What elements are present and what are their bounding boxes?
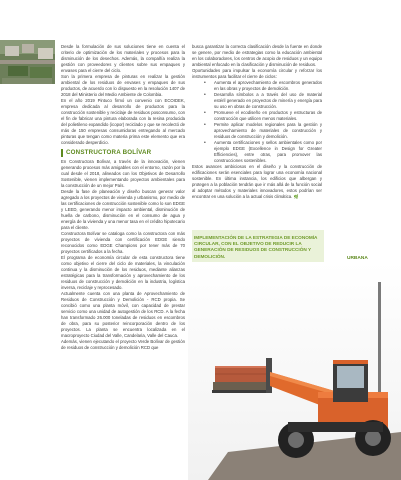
list-item: • Aumenta el aprovechamiento de escombros generados en las obras y proyectos de demolición. xyxy=(204,80,322,91)
list-item: • Promueve el ecodiseño en productos y estructuras de construcción que utilicen menos materiales. xyxy=(204,110,322,121)
body-paragraph: El programa de economía circular de esta constructora tiene como objetivo el cierre del ciclo de materiales, la vinculación continua y la disminución de los residuos, mediante alianzas estratégicas para la transformación y aprovechamiento de los residuos de construcción y demolición en la industria, logística inversa, reciclaje y reprocesado. xyxy=(61,255,185,290)
body-paragraph: Desde la formulación de sus soluciones tiene en cuenta el criterio de optimización de los materiales y procesos para la disminución de los desechos. Además, la compañía realiza la gestión con proveedores y clientes sobre sus empaques y envases para el cierre del ciclo. xyxy=(61,44,185,73)
body-paragraph: busca garantizar la correcta clasificación desde la fuente en donde se genere, por medio de estrategias como la educación ambiental en los colaboradores, los centros de acopio de residuos y un equipo ambiental enfocado en la clasificación y disminución de residuos. xyxy=(192,44,322,67)
body-paragraph: Oportunidades para impulsar la economía circular y reforzar los instrumentos para facilitar el cierre de ciclos: xyxy=(192,68,322,79)
body-paragraph: Son la primera empresa de pinturas en realizar la gestión ambiental de los residuos de envases y empaques de sus productos, de acuerdo con lo dispuesto en la resolución 1407 de 2018 del Ministerio del Medio Ambiente de Colombia. xyxy=(61,74,185,97)
callout-text: IMPLEMENTACIÓN DE LA ESTRATEGIA DE ECONOMÍA CIRCULAR, CON EL OBJETIVO DE REDUCIR LA GENERACIÓN DE RESIDUOS DE CONSTRUCCIÓN Y DEMOLICIÓN. xyxy=(194,235,318,259)
body-paragraph: Desde la fase de planeación y diseño buscan generar valor agregado a los proyectos de vivienda y urbanismo, por medio de las certificaciones de construcción sostenible como lo son EDGE y LEED, generando menor impacto ambiental, disminución de huella de carbono, disminución en el consumo de agua y energía de la vivienda y una menor tasa en el crédito hipotecario para el cliente. xyxy=(61,189,185,230)
bullet-icon: • xyxy=(204,122,206,128)
body-paragraph: Actualmente cuenta con una planta de Aprovechamiento de Residuos de Construcción y Demolición - RCD propia. Se concibió como una planta móvil, con capacidad de prestar servicio como una unidad de autogestión de los RCD. A la fecha han transformado 26.000 toneladas de residuos en escombros de obra, para su posterior reincorporación dentro de los proyectos. La planta se encuentra localizada en el macroproyecto Ciudad del Valle, Candelaria, Valle del Cauca. xyxy=(61,291,185,338)
bullet-list xyxy=(192,80,322,164)
section-label: URBANA xyxy=(347,256,368,261)
body-paragraph: Estos avances ambiciosos en el diseño y la construcción de edificaciones serán esenciales para lograr una economía nacional sostenible. En última instancia, los edificios que albergan y protegen a la población tendrán que ir más allá de la función social al adoptar métodos y materiales innovadores, estos podrían ser encontrar en una solución a la actual crisis climática. 🌿 xyxy=(192,164,322,199)
bullet-icon: • xyxy=(204,92,206,98)
body-paragraph: Constructora Bolívar se cataloga como la constructora con más proyectos de vivienda con certificación EDGE siendo reconocidos como EDGE Champions por tener más de 70 proyectos certificados a la fecha. xyxy=(61,231,185,254)
section-heading xyxy=(61,149,185,157)
left-column xyxy=(61,44,185,351)
right-column xyxy=(192,44,322,200)
body-paragraph: En Constructora Bolívar, a través de la innovación, vienen generando procesos más amigables con el entorno, razón por la cual desde el 2018, alineados con los Objetivos de Desarrollo Sostenible, vienen implementando proyectos ambientales para la construcción de un mejor País. xyxy=(61,159,185,188)
body-paragraph: Además, vienen ejecutando el proyecto Verde Bolívar de gestión de residuos de construcción y demolición RCD que xyxy=(61,339,185,350)
leaf-icon: 🌿 xyxy=(293,194,299,199)
list-item: • Aumenta certificaciones y sellos ambientales como por ejemplo EDGE (Excellence in Design for Greater Efficiencies), entre otras, para promover las construcciones sostenibles. xyxy=(204,140,322,163)
heading-text: CONSTRUCTORA BOLÍVAR xyxy=(66,149,152,156)
telehandler-photo xyxy=(188,262,401,480)
body-paragraph: En el año 2019 Pintuco firmó un convenio con ECOIDEK, empresa dedicada al desarrollo de productos para la construcción sostenible y reciclaje de residuos posconsumo, con el fin de fabricar una pintura elaborada con la resina producida del polietileno expandido (icopor) reciclado y que se recolectó de más de 150 empresas consumidoras entregando al mercado pinturas que tengan como materia prima este elemento que era considerado desperdicio. xyxy=(61,98,185,145)
bullet-icon: • xyxy=(204,140,206,146)
bullet-icon: • xyxy=(204,80,206,86)
list-item: • Permite aplicar modelos regionales para la gestión y aprovechamiento de materiales de construcción y residuos de construcción y demolición. xyxy=(204,122,322,139)
list-item: • Desarrolla símbolos a a través del uso de material estéril generado en proyectos de minería y energía para su uso en obras de construcción. xyxy=(204,92,322,109)
bullet-icon: • xyxy=(204,110,206,116)
aerial-photo xyxy=(0,40,55,84)
heading-bar xyxy=(61,149,63,157)
